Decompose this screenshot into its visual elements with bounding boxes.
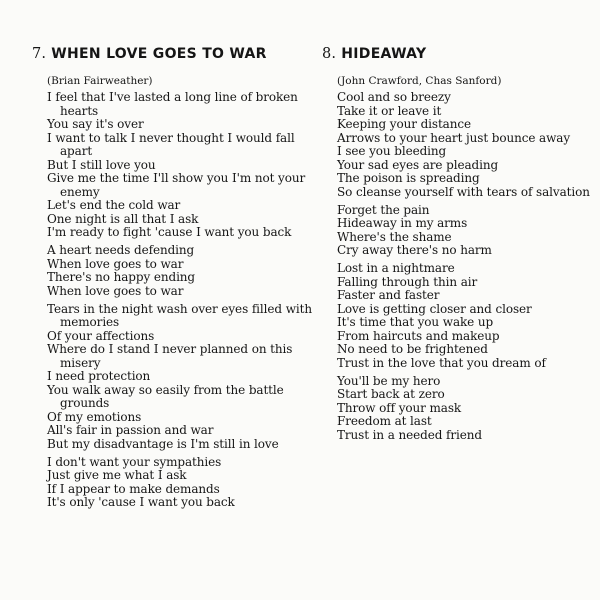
- song-heading: [322, 46, 597, 66]
- lyric-line: A heart needs defending: [47, 243, 195, 257]
- songwriter-credits: (Brian Fairweather): [47, 75, 153, 87]
- lyric-line: So cleanse yourself with tears of salvation: [337, 184, 590, 199]
- lyric-line: Cool and so breezy: [337, 90, 451, 104]
- lyric-line: Cry away there's no harm: [337, 243, 492, 257]
- lyric-line: Where do I stand I never planned on this misery: [47, 342, 293, 370]
- lyric-line: All's fair in passion and war: [47, 423, 214, 437]
- lyric-line: Lost in a nightmare: [337, 261, 455, 275]
- lyric-line: Trust in the love that you dream of: [337, 355, 546, 370]
- lyric-line: Your sad eyes are pleading: [337, 157, 499, 172]
- lyric-line: Let's end the cold war: [47, 198, 181, 212]
- lyric-line: You walk away so easily from the battle grounds: [47, 382, 284, 410]
- lyric-line: Freedom at last: [337, 414, 432, 428]
- lyric-line: I want to talk I never thought I would fall apart: [47, 130, 295, 158]
- lyric-line: One night is all that I ask: [47, 211, 199, 226]
- stanza: [47, 303, 317, 452]
- lyric-line: It's time that you wake up: [337, 315, 494, 329]
- stanza: [47, 456, 317, 510]
- stanza: [47, 91, 317, 240]
- lyric-line: Just give me what I ask: [47, 468, 187, 482]
- lyric-line: Hideaway in my arms: [337, 216, 468, 230]
- lyric-line: Of your affections: [47, 328, 155, 343]
- lyric-line: But I still love you: [47, 157, 156, 172]
- lyric-line: When love goes to war: [47, 256, 184, 271]
- lyric-line: Of my emotions: [47, 409, 142, 424]
- lyric-line: Take it or leave it: [337, 103, 442, 118]
- stanza: [337, 91, 597, 199]
- lyric-line: You'll be my hero: [337, 373, 441, 388]
- lyric-line: When love goes to war: [47, 283, 184, 298]
- songwriter-credits: (John Crawford, Chas Sanford): [337, 75, 502, 87]
- lyric-line: Forget the pain: [337, 202, 430, 217]
- song-number: 7.: [32, 46, 47, 62]
- stanza: [337, 204, 597, 258]
- lyric-line: It's only 'cause I want you back: [47, 495, 235, 509]
- lyrics-body: [337, 91, 597, 442]
- lyric-line: Throw off your mask: [337, 400, 462, 415]
- lyric-line: Keeping your distance: [337, 117, 471, 131]
- song-number: 8.: [322, 46, 337, 62]
- lyric-line: I need protection: [47, 369, 151, 383]
- lyric-line: Give me the time I'll show you I'm not your enemy: [47, 171, 306, 199]
- lyrics-body: [47, 91, 317, 510]
- song-when-love-goes-to-war: [32, 46, 317, 514]
- lyric-line: You say it's over: [47, 117, 144, 131]
- song-heading: [32, 46, 317, 66]
- lyric-line: If I appear to make demands: [47, 481, 220, 496]
- lyric-line: Start back at zero: [337, 387, 445, 401]
- lyric-line: I don't want your sympathies: [47, 454, 222, 469]
- lyric-line: No need to be frightened: [337, 342, 488, 356]
- lyric-line: Faster and faster: [337, 288, 440, 302]
- lyric-line: Arrows to your heart just bounce away: [337, 130, 571, 145]
- lyric-line: Trust in a needed friend: [337, 427, 482, 442]
- stanza: [337, 375, 597, 443]
- song-title: HIDEAWAY: [341, 46, 427, 62]
- lyric-line: Falling through thin air: [337, 274, 478, 289]
- lyric-line: Tears in the night wash over eyes filled with memories: [47, 301, 312, 329]
- lyric-line: I see you bleeding: [337, 144, 447, 158]
- lyric-line: There's no happy ending: [47, 270, 196, 284]
- lyric-line: Where's the shame: [337, 229, 452, 244]
- lyric-line: I feel that I've lasted a long line of broken hearts: [47, 90, 298, 118]
- stanza: [337, 262, 597, 370]
- lyric-line: From haircuts and makeup: [337, 328, 500, 343]
- song-title: WHEN LOVE GOES TO WAR: [51, 46, 267, 62]
- lyric-line: Love is getting closer and closer: [337, 301, 532, 316]
- lyric-line: The poison is spreading: [337, 171, 480, 185]
- lyric-line: I'm ready to fight 'cause I want you back: [47, 225, 292, 239]
- lyric-line: But my disadvantage is I'm still in love: [47, 436, 279, 451]
- song-hideaway: [322, 46, 597, 447]
- stanza: [47, 244, 317, 298]
